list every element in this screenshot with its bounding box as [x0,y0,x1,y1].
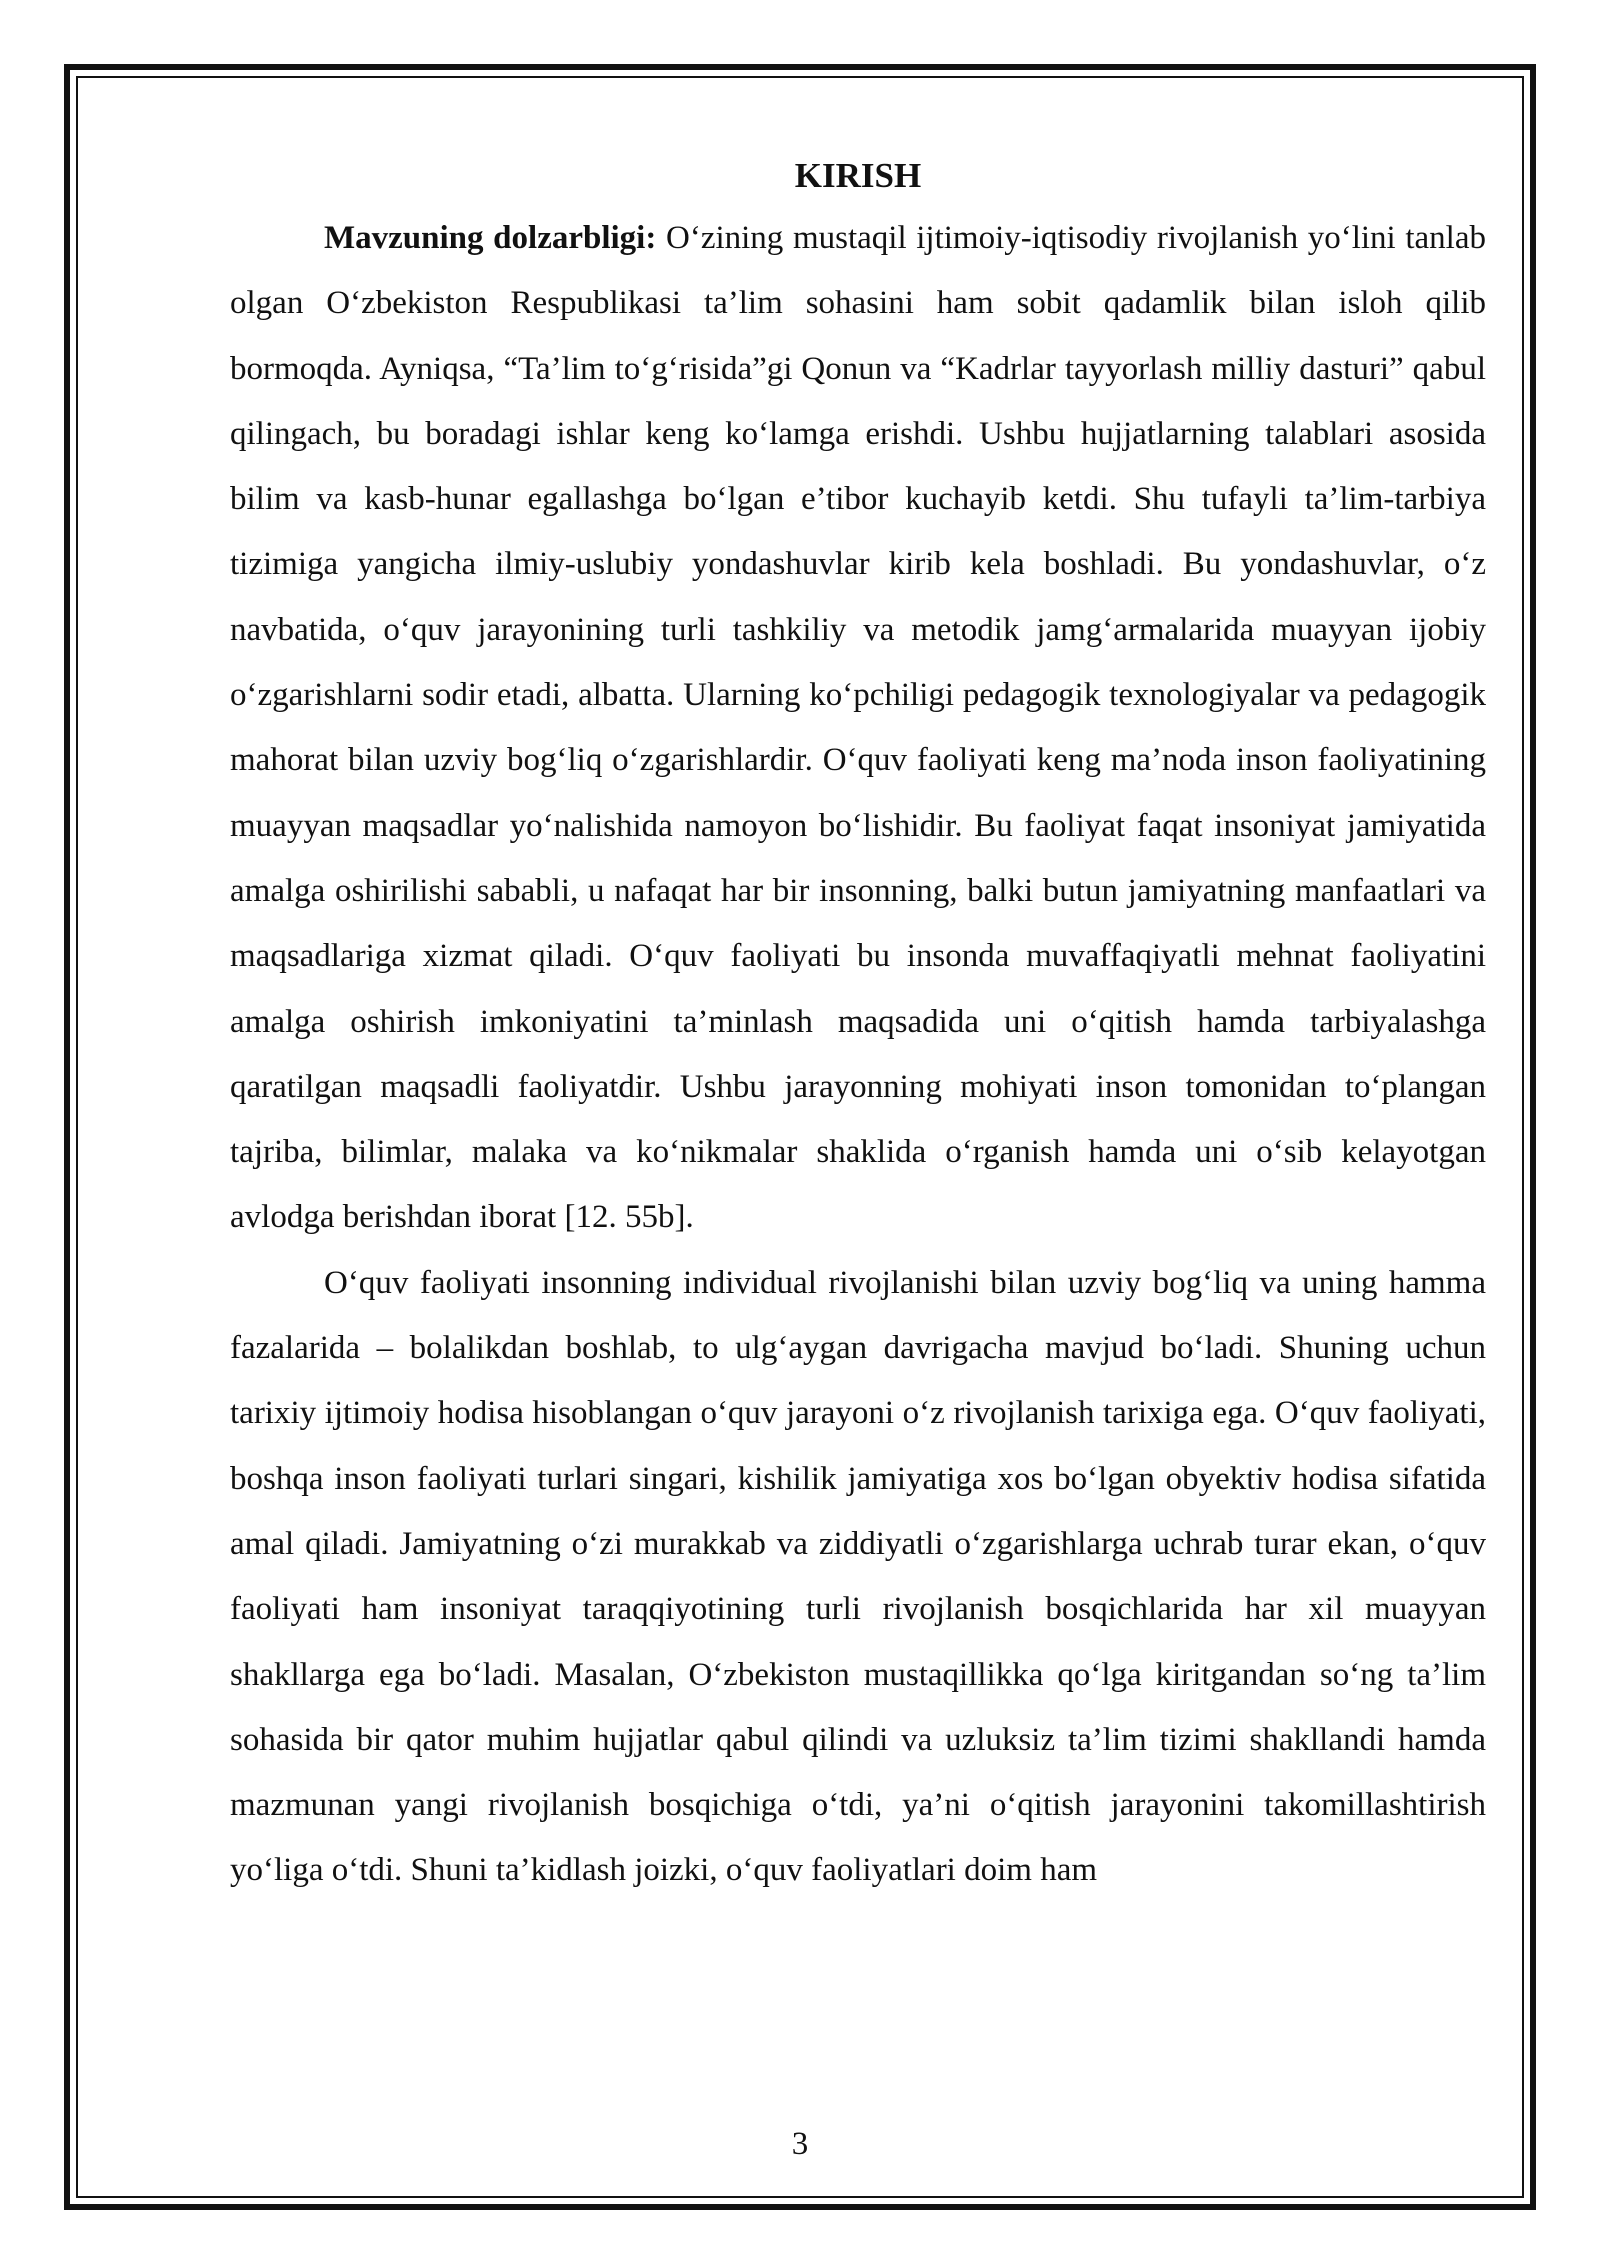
paragraph-relevance [230,206,1486,1251]
page-content [230,150,1486,1904]
paragraph-learning-activity: O‘quv faoliyati insonning individual rivojlanishi bilan uzviy bog‘liq va uning hamma fazalarida – bolalikdan boshlab, to ulg‘aygan davrigacha mavjud bo‘ladi. Shuning uchun tarixiy ijtimoiy hodisa hisoblangan o‘quv jarayoni o‘z rivojlanish tarixiga ega. O‘quv faoliyati, boshqa inson faoliyati turlari singari, kishilik jamiyatiga xos bo‘lgan obyektiv hodisa sifatida amal qiladi. Jamiyatning o‘zi murakkab va ziddiyatli o‘zgarishlarga uchrab turar ekan, o‘quv faoliyati ham insoniyat taraqqiyotining turli rivojlanish bosqichlarida har xil muayyan shakllarga ega bo‘ladi. Masalan, O‘zbekiston mustaqillikka qo‘lga kiritgandan so‘ng ta’lim sohasida bir qator muhim hujjatlar qabul qilindi va uzluksiz ta’lim tizimi shakllandi hamda mazmunan yangi rivojlanish bosqichiga o‘tdi, ya’ni o‘qitish jarayonini takomillashtirish yo‘liga o‘tdi. Shuni ta’kidlash joizki, o‘quv faoliyatlari doim ham [230,1264,1486,1889]
section-title: KIRISH [794,156,922,195]
page-number: 3 [791,2126,809,2162]
paragraph-lead: Mavzuning dolzarbligi: [324,220,657,256]
paragraph-body: O‘zining mustaqil ijtimoiy-iqtisodiy rivojlanish yo‘lini tanlab olgan O‘zbekiston Respublikasi ta’lim sohasini ham sobit qadamlik bilan isloh qilib bormoqda. Ayniqsa, “Ta’lim to‘g‘risida”gi Qonun va “Kadrlar tayyorlash milliy dasturi” qabul qilingach, bu boradagi ishlar keng ko‘lamga erishdi. Ushbu hujjatlarning talablari asosida bilim va kasb-hunar egallashga bo‘lgan e’tibor kuchayib ketdi. Shu tufayli ta’lim-tarbiya tizimiga yangicha ilmiy-uslubiy yondashuvlar kirib kela boshladi. Bu yondashuvlar, o‘z navbatida, o‘quv jarayonining turli tashkiliy va metodik jamg‘armalarida muayyan ijobiy o‘zgarishlarni sodir etadi, albatta. Ularning ko‘pchiligi pedagogik texnologiyalar va pedagogik mahorat bilan uzviy bog‘liq o‘zgarishlardir. O‘quv faoliyati keng ma’noda inson faoliyatining muayyan maqsadlar yo‘nalishida namoyon bo‘lishidir. Bu faoliyat faqat insoniyat jamiyatida amalga oshirilishi sababli, u nafaqat har bir insonning, balki butun jamiyatning manfaatlari va maqsadlariga xizmat qiladi. O‘quv faoliyati bu insonda muvaffaqiyatli mehnat faoliyatini amalga oshirish imkoniyatini ta’minlash maqsadida uni o‘qitish hamda tarbiyalashga qaratilgan maqsadli faoliyatdir. Ushbu jarayonning mohiyati inson tomonidan to‘plangan tajriba, bilimlar, malaka va ko‘nikmalar shaklida o‘rganish hamda uni o‘sib kelayotgan avlodga berishdan iborat [12. 55b]. [230,220,1487,1236]
